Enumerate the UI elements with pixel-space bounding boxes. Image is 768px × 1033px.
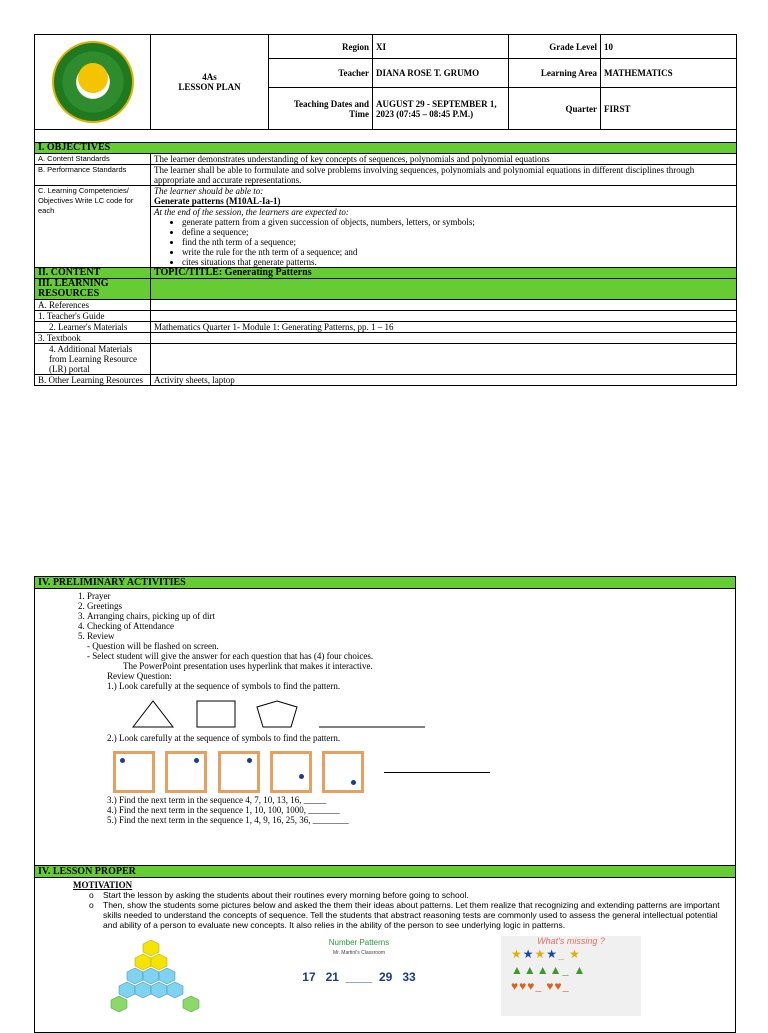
square-icon [197,701,235,727]
deped-seal-icon [52,41,134,123]
preliminary-item: 5. Review [87,631,731,641]
preliminary-item: 2. Greetings [87,601,731,611]
motivation-bullet-2: Then, show the students some pictures below and asked the them their ideas about patterns. Let them realize that recognizing and extending patterns are important skills needed to understand the concepts of sequence. Tell the students that abstract reasoning tests are commonly used to assess the general intellectual potential and ability of a person to evaluate new concepts. It also relies in the ability of the person to see underlying logic in patterns. [103,900,720,930]
competencies-intro: The learner should be able to: [154,186,264,196]
region-label: Region [269,35,373,59]
answer-blank [384,772,490,773]
lesson-plan-page [34,34,736,386]
preliminary-item: 3. Arranging chairs, picking up of dirt [87,611,731,621]
competency-code: Generate patterns (M10AL-Ia-1) [154,196,281,206]
dot-square-2 [165,751,207,793]
preliminary-item: 4. Checking of Attendance [87,621,731,631]
whats-missing-title: What's missing ? [537,936,605,946]
area-label: Learning Area [509,59,601,88]
lesson-plan-table [34,34,737,386]
grade-label: Grade Level [509,35,601,59]
content-standards-label: A. Content Standards [35,154,151,165]
bullet-icon: o [89,890,94,900]
objective-item: • generate pattern from a given succession of objects, numbers, letters, or symbols; [182,217,733,227]
whats-missing-image [501,936,641,1016]
additional-materials-label: 4. Additional Materials from Learning Resource (LR) portal [35,344,151,375]
review-note: - Question will be flashed on screen. [87,641,219,651]
learning-resources-heading: III. LEARNING RESOURCES [35,279,151,300]
motivation-heading: MOTIVATION [73,880,133,890]
area-value: MATHEMATICS [601,59,737,88]
learners-materials-value: Mathematics Quarter 1- Module 1: Generating Patterns, pp. 1 – 16 [151,322,737,333]
region-value: XI [373,35,509,59]
whats-missing-rows [501,946,641,994]
quarter-value: FIRST [601,88,737,130]
dot-square-4 [270,751,312,793]
pentagon-icon [257,701,297,727]
competencies-label: C. Learning Competencies/ Objectives Write LC code for each [35,186,151,268]
objective-item: • define a sequence; [182,227,733,237]
teacher-value: DIANA ROSE T. GRUMO [373,59,509,88]
objective-item: • cites situations that generate patterns. [182,257,733,267]
references-label: A. References [35,300,151,311]
shapes-sequence [39,697,731,733]
turtle-row-icon: ▲▲▲▲_ ▲ [511,963,587,977]
performance-standards-text: The learner shall be able to formulate and solve problems involving sequences, polynomials and polynomial equations in different disciplines through appropriate and accurate representations. [151,165,737,186]
number-patterns-subtitle: Mr. Martini's Classroom [332,950,386,956]
lesson-proper-heading: IV. LESSON PROPER [34,866,736,878]
pattern-pictures [39,936,731,1016]
number-patterns-title: Number Patterns [328,938,390,947]
learners-materials-label: 2. Learner's Materials [35,322,151,333]
topic-title: TOPIC/TITLE: Generating Patterns [151,268,737,279]
performance-standards-label: B. Performance Standards [35,165,151,186]
number-patterns-image [279,938,439,982]
plan-title: LESSON PLAN [178,82,241,92]
question-2: 2.) Look carefully at the sequence of symbols to find the pattern. [107,733,341,743]
dot-square-1 [113,751,155,793]
dates-label: Teaching Dates and Time [269,88,373,130]
number-patterns-sequence: 17 21 ____ 29 33 [302,970,416,984]
quarter-label: Quarter [509,88,601,130]
teachers-guide-label: 1. Teacher's Guide [35,311,151,322]
objective-list [154,217,733,267]
pascal-triangle-image [107,936,227,1016]
content-heading: II. CONTENT [35,268,151,279]
review-question-label: Review Question: [107,671,172,681]
review-note: - Select student will give the answer for each question that has (4) four choices. [87,651,374,661]
preliminary-heading: IV. PRELIMINARY ACTIVITIES [34,576,736,589]
dot-squares-sequence [39,751,731,795]
dot-square-5 [322,751,364,793]
preliminary-list [39,591,731,641]
question-3: 3.) Find the next term in the sequence 4, 7, 10, 13, 16, _____ [107,795,327,805]
bullet-icon: o [89,900,94,910]
question-4: 4.) Find the next term in the sequence 1, 10, 100, 1000, _______ [107,805,340,815]
preliminary-section [34,576,736,1033]
grade-value: 10 [601,35,737,59]
end-of-session-intro: At the end of the session, the learners are expected to: [154,207,349,217]
star-row-icon: ★★★★_ ★ [511,947,581,961]
motivation-bullet-1: Start the lesson by asking the students about their routines every morning before going to school. [103,890,469,900]
question-1: 1.) Look carefully at the sequence of symbols to find the pattern. [107,681,341,691]
heart-row-icon: ♥♥♥_ ♥♥_ [511,979,570,993]
review-note: The PowerPoint presentation uses hyperlink that makes it interactive. [123,661,373,671]
deped-logo-cell [35,35,151,130]
preliminary-item: 1. Prayer [87,591,731,601]
content-standards-text: The learner demonstrates understanding of key concepts of sequences, polynomials and polynomial equations [151,154,737,165]
teacher-label: Teacher [269,59,373,88]
shapes-sequence-svg [129,697,459,731]
objective-item: • write the rule for the nth term of a sequence; and [182,247,733,257]
dates-value: AUGUST 29 - SEPTEMBER 1, 2023 (07:45 – 08:45 P.M.) [373,88,509,130]
other-resources-label: B. Other Learning Resources [35,375,151,386]
objectives-heading: I. OBJECTIVES [35,143,737,154]
question-5: 5.) Find the next term in the sequence 1, 4, 9, 16, 25, 36, ________ [107,815,349,825]
textbook-label: 3. Textbook [35,333,151,344]
other-resources-value: Activity sheets, laptop [151,375,737,386]
dot-square-3 [218,751,260,793]
objective-item: • find the nth term of a sequence; [182,237,733,247]
triangle-icon [133,701,173,727]
plan-type: 4As [202,72,217,82]
